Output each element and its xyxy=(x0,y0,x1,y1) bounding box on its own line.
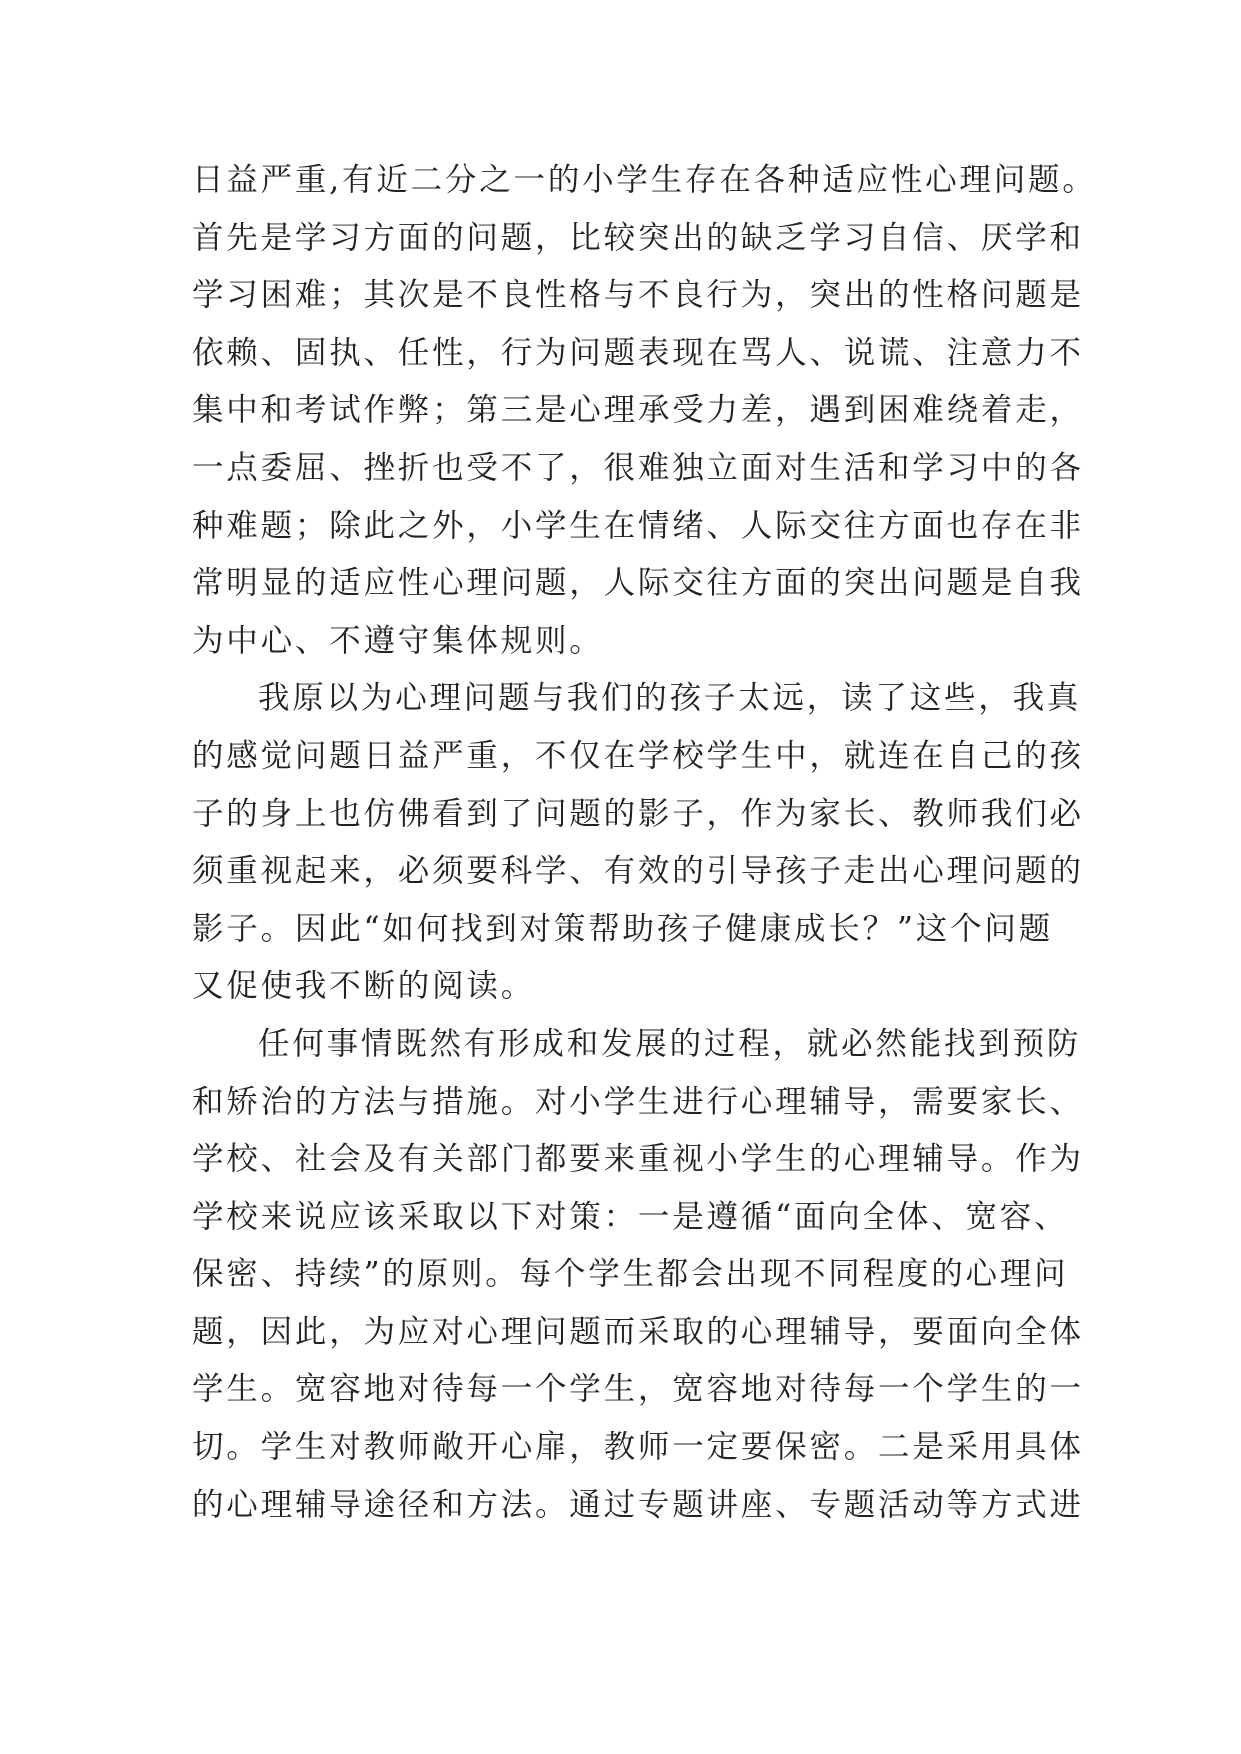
text-line: 又促使我不断的阅读。 xyxy=(192,968,536,1005)
text-line: 题，因此，为应对心理问题而采取的心理辅导，要面向全体 xyxy=(192,1313,1084,1350)
text-line: 学校、社会及有关部门都要来重视小学生的心理辅导。作为 xyxy=(192,1141,1084,1178)
text-line: 切。学生对教师敞开心扉，教师一定要保密。二是采用具体 xyxy=(192,1429,1084,1466)
paragraph-first-line: 我原以为心理问题与我们的孩子太远，读了这些，我真 xyxy=(258,680,1082,717)
text-line: 集中和考试作弊；第三是心理承受力差，遇到困难绕着走， xyxy=(192,392,1084,429)
text-line: 首先是学习方面的问题，比较突出的缺乏学习自信、厌学和 xyxy=(192,219,1084,256)
text-line: 和矫治的方法与措施。对小学生进行心理辅导，需要家长、 xyxy=(192,1083,1084,1120)
text-line: 学习困难；其次是不良性格与不良行为，突出的性格问题是 xyxy=(192,277,1084,314)
body-text xyxy=(192,152,1097,1534)
text-line: 子的身上也仿佛看到了问题的影子，作为家长、教师我们必 xyxy=(192,795,1084,832)
text-line: 的感觉问题日益严重，不仅在学校学生中，就连在自己的孩 xyxy=(192,737,1084,774)
text-line: 一点委屈、挫折也受不了，很难独立面对生活和学习中的各 xyxy=(192,449,1084,486)
text-line: 常明显的适应性心理问题，人际交往方面的突出问题是自我 xyxy=(192,565,1084,602)
text-line: 为中心、不遵守集体规则。 xyxy=(192,622,604,659)
text-line: 须重视起来，必须要科学、有效的引导孩子走出心理问题的 xyxy=(192,853,1084,890)
text-line: 依赖、固执、任性，行为问题表现在骂人、说谎、注意力不 xyxy=(192,334,1084,371)
text-line: 影子。因此“如何找到对策帮助孩子健康成长？”这个问题 xyxy=(192,910,1054,947)
paragraph-first-line: 任何事情既然有形成和发展的过程，就必然能找到预防 xyxy=(258,1025,1082,1062)
text-line: 学校来说应该采取以下对策：一是遵循“面向全体、宽容、 xyxy=(192,1198,1069,1235)
text-line: 种难题；除此之外，小学生在情绪、人际交往方面也存在非 xyxy=(192,507,1084,544)
text-line: 日益严重,有近二分之一的小学生存在各种适应性心理问题。 xyxy=(192,162,1097,198)
text-line: 的心理辅导途径和方法。通过专题讲座、专题活动等方式进 xyxy=(192,1486,1084,1523)
text-line: 保密、持续”的原则。每个学生都会出现不同程度的心理问 xyxy=(192,1256,1069,1293)
text-line: 学生。宽容地对待每一个学生，宽容地对待每一个学生的一 xyxy=(192,1371,1084,1408)
